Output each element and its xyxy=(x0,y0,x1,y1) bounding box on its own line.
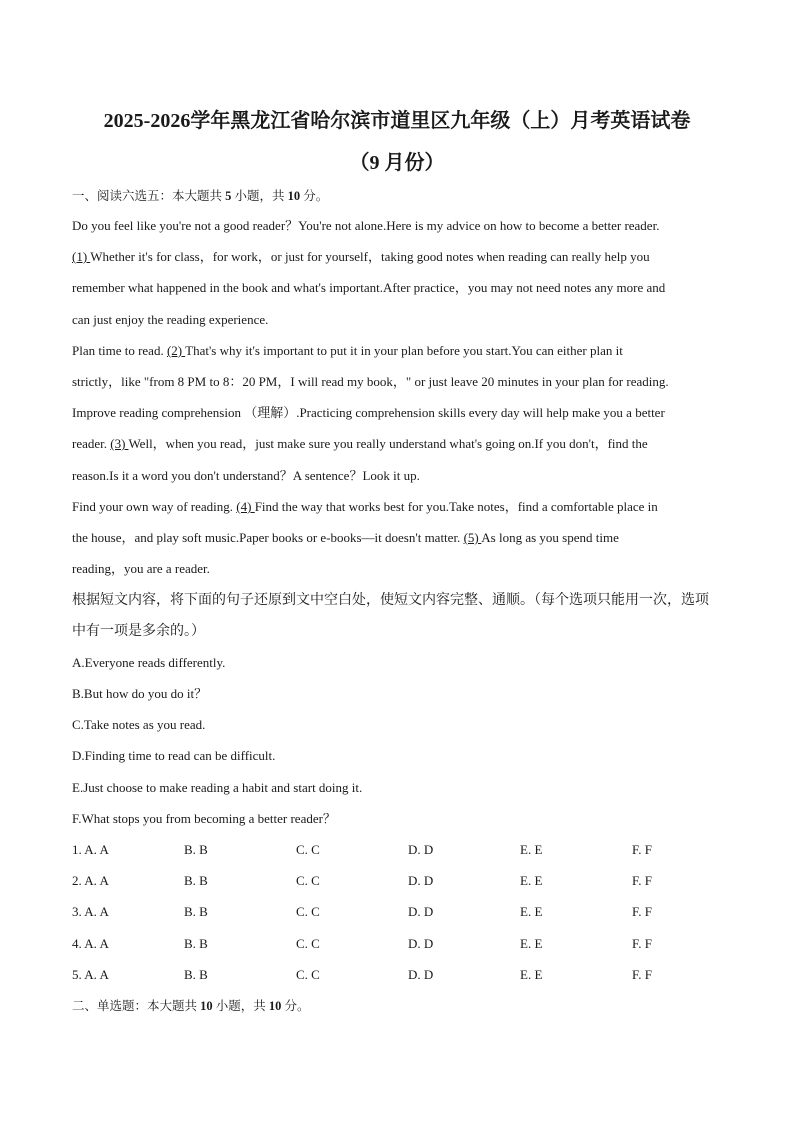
answer-option[interactable]: B. B xyxy=(184,904,208,919)
instruction-line: 中有一项是多余的。） xyxy=(72,624,205,639)
choice-b: B.But how do you do it？ xyxy=(72,686,208,701)
question-number: 1. xyxy=(72,842,82,857)
passage-line: (1) Whether it's for class，for work，or just for yourself，taking good notes when reading can really help you xyxy=(72,249,650,264)
answer-option[interactable]: E. E xyxy=(520,904,543,919)
passage-line: Improve reading comprehension （理解）.Practicing comprehension skills every day will help make you a better xyxy=(72,405,665,420)
passage-line: strictly，like "from 8 PM to 8：20 PM，I will read my book，" or just leave 20 minutes in your plan for reading. xyxy=(72,374,669,389)
answer-option[interactable]: C. C xyxy=(296,842,320,857)
question-number: 5. xyxy=(72,967,82,982)
answer-option[interactable]: D. D xyxy=(408,936,434,951)
blank-3: (3) xyxy=(110,436,129,451)
instruction-line: 根据短文内容，将下面的句子还原到文中空白处，使短文内容完整、通顺。（每个选项只能用一次，选项 xyxy=(72,593,709,608)
answer-option[interactable] xyxy=(72,935,109,953)
answer-option[interactable]: F. F xyxy=(632,842,652,857)
choice-f: F.What stops you from becoming a better reader？ xyxy=(72,811,336,826)
answer-option[interactable]: D. D xyxy=(408,967,434,982)
question-number: 4. xyxy=(72,936,82,951)
answer-option[interactable] xyxy=(72,872,109,890)
choice-c: C.Take notes as you read. xyxy=(72,717,206,732)
question-number: 2. xyxy=(72,873,82,888)
choice-a: A.Everyone reads differently. xyxy=(72,655,226,670)
answer-option[interactable]: B. B xyxy=(184,967,208,982)
passage-line: reason.Is it a word you don't understand？A sentence？Look it up. xyxy=(72,468,420,483)
blank-1: (1) xyxy=(72,249,91,264)
option-text: A. A xyxy=(84,967,109,982)
section-1-heading: 一、阅读六选五：本大题共 5 小题，共 10 分。 xyxy=(72,189,329,203)
choice-d: D.Finding time to read can be difficult. xyxy=(72,748,276,763)
passage-line: Plan time to read. (2) That's why it's important to put it in your plan before you start.You can either plan it xyxy=(72,343,623,358)
passage-line: reader. (3) Well，when you read，just make sure you really understand what's going on.If you don't，find the xyxy=(72,436,648,451)
answer-option[interactable]: F. F xyxy=(632,873,652,888)
answer-option[interactable] xyxy=(72,841,109,859)
passage-line: Find your own way of reading. (4) Find the way that works best for you.Take notes，find a comfortable place in xyxy=(72,499,658,514)
blank-2: (2) xyxy=(166,343,186,358)
answer-option[interactable]: F. F xyxy=(632,904,652,919)
answer-option[interactable]: C. C xyxy=(296,936,320,951)
passage-line: can just enjoy the reading experience. xyxy=(72,312,269,327)
answer-option[interactable]: D. D xyxy=(408,904,434,919)
answer-option[interactable]: E. E xyxy=(520,873,543,888)
answer-option[interactable]: E. E xyxy=(520,936,543,951)
answer-option[interactable]: F. F xyxy=(632,967,652,982)
option-text: A. A xyxy=(84,873,109,888)
blank-5: (5) xyxy=(463,530,482,545)
option-text: A. A xyxy=(84,904,109,919)
answer-option[interactable]: B. B xyxy=(184,842,208,857)
answer-option[interactable] xyxy=(72,903,109,921)
answer-option[interactable]: E. E xyxy=(520,967,543,982)
answer-option[interactable]: D. D xyxy=(408,873,434,888)
section-2-heading: 二、单选题：本大题共 10 小题，共 10 分。 xyxy=(72,999,310,1013)
answer-option[interactable] xyxy=(72,966,109,984)
passage-line: reading，you are a reader. xyxy=(72,561,210,576)
answer-option[interactable]: F. F xyxy=(632,936,652,951)
passage-line: remember what happened in the book and what's important.After practice，you may not need notes any more and xyxy=(72,280,666,295)
answer-option[interactable]: B. B xyxy=(184,936,208,951)
answer-option[interactable]: E. E xyxy=(520,842,543,857)
exam-subtitle: （9 月份） xyxy=(349,152,445,174)
answer-option[interactable]: C. C xyxy=(296,967,320,982)
blank-4: (4) xyxy=(236,499,255,514)
passage-line: Do you feel like you're not a good reader？You're not alone.Here is my advice on how to become a better reader. xyxy=(72,218,660,233)
passage-line: the house，and play soft music.Paper books or e-books—it doesn't matter. (5) As long as you spend time xyxy=(72,530,619,545)
answer-option[interactable]: C. C xyxy=(296,873,320,888)
answer-option[interactable]: C. C xyxy=(296,904,320,919)
answer-option[interactable]: D. D xyxy=(408,842,434,857)
answer-option[interactable]: B. B xyxy=(184,873,208,888)
choice-e: E.Just choose to make reading a habit and start doing it. xyxy=(72,780,363,795)
question-number: 3. xyxy=(72,904,82,919)
option-text: A. A xyxy=(84,842,109,857)
option-text: A. A xyxy=(84,936,109,951)
exam-title: 2025-2026学年黑龙江省哈尔滨市道里区九年级（上）月考英语试卷 xyxy=(103,110,691,132)
